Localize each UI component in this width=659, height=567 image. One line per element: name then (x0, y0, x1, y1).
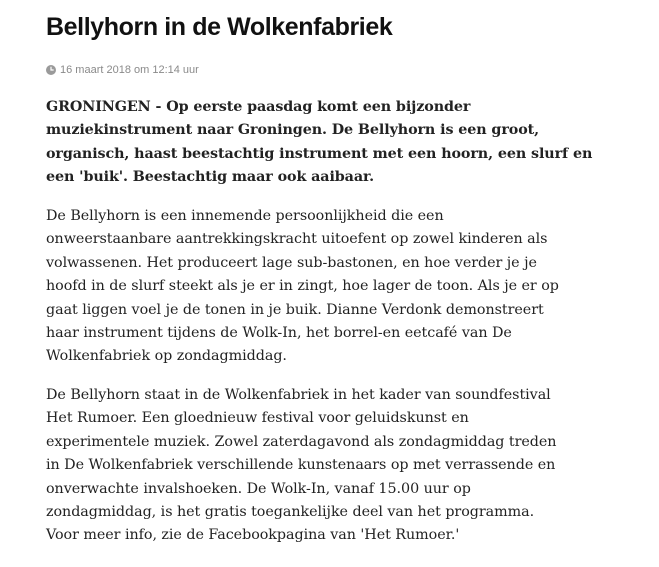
lead-line: een 'buik'. Beestachtig maar ook aaibaar. (46, 169, 375, 186)
lead-line: GRONINGEN - Op eerste paasdag komt een bijzonder (46, 99, 471, 115)
paragraph-line: onverwachte invalshoeken. De Wolk-In, vanaf 15.00 uur op (46, 480, 471, 497)
paragraph-line: Voor meer info, zie de Facebookpagina van 'Het Rumoer.' (46, 527, 460, 544)
article-meta (46, 62, 199, 78)
article-lead (46, 96, 641, 190)
paragraph-line: Het Rumoer. Een gloednieuw festival voor geluidskunst en (46, 410, 469, 427)
article-title: Bellyhorn in de Wolkenfabriek (46, 13, 393, 41)
paragraph-line: gaat liggen voel je de tonen in je buik. Dianne Verdonk demonstreert (46, 301, 544, 318)
paragraph-line: hoofd in de slurf steekt als je er in zingt, hoe lager de toon. Als je er op (46, 278, 559, 295)
body-paragraph-2 (46, 384, 641, 548)
paragraph-line: experimentele muziek. Zowel zaterdagavond als zondagmiddag treden (46, 433, 557, 450)
body-paragraph-1 (46, 205, 641, 369)
clock-icon (46, 65, 56, 75)
paragraph-line: Wolkenfabriek op zondagmiddag. (46, 348, 287, 365)
paragraph-line: in De Wolkenfabriek verschillende kunstenaars op met verrassende en (46, 457, 556, 474)
lead-line: muziekinstrument naar Groningen. De Bellyhorn is een groot, (46, 122, 540, 139)
paragraph-line: volwassenen. Het produceert lage sub-bastonen, en hoe verder je je (46, 254, 537, 271)
paragraph-line: De Bellyhorn is een innemende persoonlijkheid die een (46, 208, 444, 224)
paragraph-line: De Bellyhorn staat in de Wolkenfabriek in het kader van soundfestival (46, 387, 551, 403)
paragraph-line: zondagmiddag, is het gratis toegankelijke deel van het programma. (46, 504, 535, 521)
lead-line: organisch, haast beestachtig instrument met een hoorn, een slurf en (46, 145, 593, 162)
paragraph-line: onweerstaanbare aantrekkingskracht uitoefent op zowel kinderen als (46, 231, 548, 248)
paragraph-line: haar instrument tijdens de Wolk-In, het borrel-en eetcafé van De (46, 325, 512, 342)
publish-date: 16 maart 2018 om 12:14 uur (60, 64, 199, 76)
